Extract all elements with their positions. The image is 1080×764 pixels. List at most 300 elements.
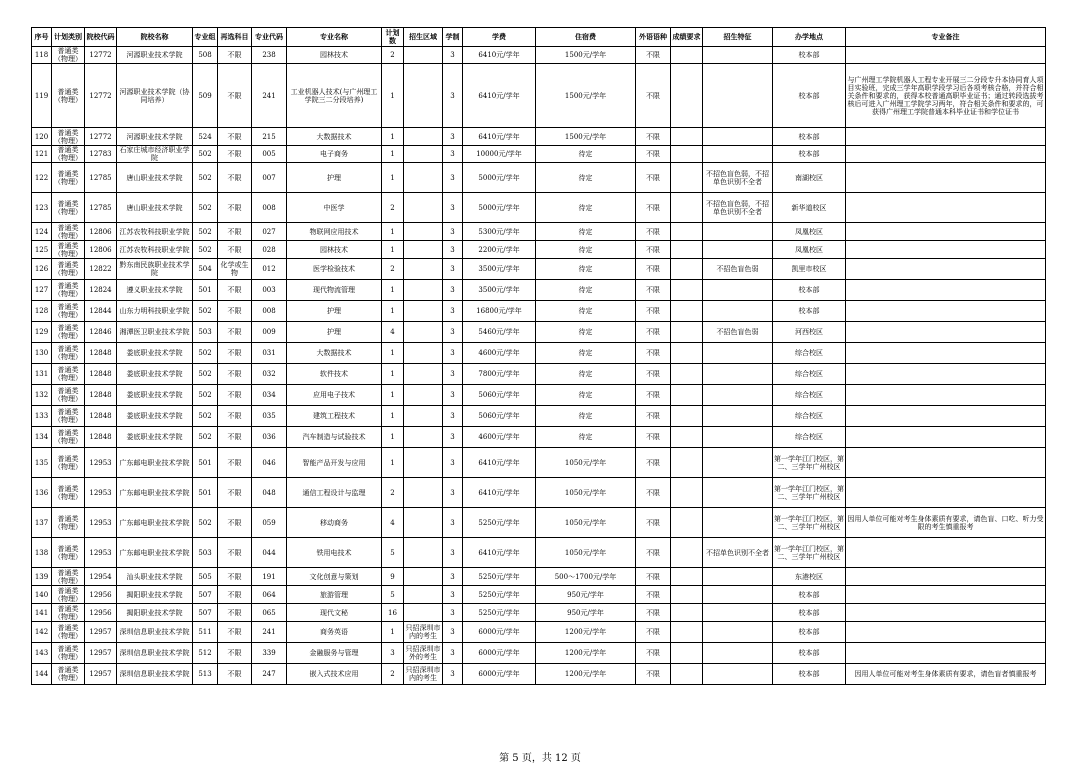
table-cell: 不招色盲色弱，不招单色识别不全者 bbox=[703, 193, 773, 223]
table-cell: 不限 bbox=[218, 568, 252, 586]
table-cell: 5000元/学年 bbox=[463, 163, 536, 193]
table-cell: 191 bbox=[252, 568, 287, 586]
table-cell: 不限 bbox=[218, 448, 252, 478]
table-cell: 6410元/学年 bbox=[463, 128, 536, 146]
table-cell: 因用人单位可能对考生身体素质有要求，请色盲、口吃、听力受限的考生慎重报考 bbox=[846, 508, 1046, 538]
table-cell: 待定 bbox=[536, 364, 636, 385]
table-row bbox=[32, 47, 1046, 64]
table-cell: 护理 bbox=[287, 322, 382, 343]
table-cell: 119 bbox=[32, 64, 52, 128]
table-cell bbox=[671, 343, 703, 364]
table-row bbox=[32, 322, 1046, 343]
table-cell: 普通类（物理） bbox=[52, 385, 85, 406]
table-cell: 建筑工程技术 bbox=[287, 406, 382, 427]
table-cell: 3 bbox=[443, 364, 463, 385]
table-cell: 普通类（物理） bbox=[52, 538, 85, 568]
table-cell: 唐山职业技术学院 bbox=[117, 163, 193, 193]
table-cell: 不限 bbox=[218, 301, 252, 322]
table-cell bbox=[671, 322, 703, 343]
table-cell: 215 bbox=[252, 128, 287, 146]
table-cell: 不限 bbox=[218, 427, 252, 448]
table-cell: 3 bbox=[443, 568, 463, 586]
page-footer: 第 5 页，共 12 页 bbox=[499, 753, 581, 764]
table-cell bbox=[404, 364, 443, 385]
table-cell: 003 bbox=[252, 280, 287, 301]
column-header: 住宿费 bbox=[536, 28, 636, 47]
table-cell: 3 bbox=[443, 622, 463, 643]
table-cell: 校本部 bbox=[773, 643, 846, 664]
table-cell bbox=[846, 241, 1046, 259]
table-cell bbox=[671, 223, 703, 241]
table-cell bbox=[404, 259, 443, 280]
table-cell: 嵌入式技术应用 bbox=[287, 664, 382, 685]
table-cell: 508 bbox=[193, 47, 218, 64]
table-cell: 134 bbox=[32, 427, 52, 448]
table-cell bbox=[671, 146, 703, 163]
table-cell: 待定 bbox=[536, 322, 636, 343]
table-cell bbox=[671, 385, 703, 406]
table-cell: 东港校区 bbox=[773, 568, 846, 586]
table-cell: 3 bbox=[443, 478, 463, 508]
table-cell bbox=[703, 343, 773, 364]
table-cell: 与广州理工学院机器人工程专业开展三二分段专升本协同育人项目实验班，完成三学年高职学段学习后各项考核合格，并符合相关条件和要求的，获得本校普通高职毕业证书；通过转段选拔考核后可进入广州理工学院学习两年，符合相关条件和要求的，可获得广州理工学院普通本科毕业证书和学位证书 bbox=[846, 64, 1046, 128]
table-cell: 不限 bbox=[218, 406, 252, 427]
table-cell: 第一学年江门校区，第二、三学年广州校区 bbox=[773, 448, 846, 478]
table-cell: 普通类（物理） bbox=[52, 301, 85, 322]
table-cell: 待定 bbox=[536, 280, 636, 301]
table-cell: 江苏农牧科技职业学院 bbox=[117, 223, 193, 241]
table-cell: 130 bbox=[32, 343, 52, 364]
table-cell: 509 bbox=[193, 64, 218, 128]
table-cell: 深圳信息职业技术学院 bbox=[117, 622, 193, 643]
table-cell: 湘潭医卫职业技术学院 bbox=[117, 322, 193, 343]
table-cell: 136 bbox=[32, 478, 52, 508]
table-cell: 12783 bbox=[85, 146, 117, 163]
table-cell: 凯里市校区 bbox=[773, 259, 846, 280]
table-cell: 普通类（物理） bbox=[52, 128, 85, 146]
table-cell: 揭阳职业技术学院 bbox=[117, 586, 193, 604]
table-cell: 不限 bbox=[218, 664, 252, 685]
table-cell: 1050元/学年 bbox=[536, 478, 636, 508]
table-cell: 032 bbox=[252, 364, 287, 385]
table-cell: 3 bbox=[443, 280, 463, 301]
table-cell: 普通类（物理） bbox=[52, 664, 85, 685]
table-cell bbox=[703, 364, 773, 385]
table-cell: 238 bbox=[252, 47, 287, 64]
table-cell: 不限 bbox=[218, 163, 252, 193]
table-cell bbox=[404, 280, 443, 301]
table-cell: 深圳信息职业技术学院 bbox=[117, 664, 193, 685]
table-cell: 现代文秘 bbox=[287, 604, 382, 622]
column-header: 院校代码 bbox=[85, 28, 117, 47]
table-cell: 3 bbox=[443, 643, 463, 664]
table-cell: 16800元/学年 bbox=[463, 301, 536, 322]
table-cell bbox=[671, 64, 703, 128]
column-header: 计划数 bbox=[382, 28, 404, 47]
table-cell: 园林技术 bbox=[287, 47, 382, 64]
table-cell: 3 bbox=[443, 163, 463, 193]
table-cell: 铁用电技术 bbox=[287, 538, 382, 568]
table-cell: 502 bbox=[193, 146, 218, 163]
table-cell: 524 bbox=[193, 128, 218, 146]
table-cell: 1200元/学年 bbox=[536, 622, 636, 643]
table-cell: 12953 bbox=[85, 508, 117, 538]
table-cell: 502 bbox=[193, 241, 218, 259]
table-cell: 1200元/学年 bbox=[536, 664, 636, 685]
table-row bbox=[32, 568, 1046, 586]
table-cell: 12846 bbox=[85, 322, 117, 343]
table-cell bbox=[703, 568, 773, 586]
table-cell: 1 bbox=[382, 163, 404, 193]
table-cell: 普通类（物理） bbox=[52, 568, 85, 586]
table-cell: 5250元/学年 bbox=[463, 508, 536, 538]
table-cell: 123 bbox=[32, 193, 52, 223]
table-cell bbox=[703, 128, 773, 146]
table-cell: 综合校区 bbox=[773, 385, 846, 406]
table-cell: 036 bbox=[252, 427, 287, 448]
table-cell bbox=[404, 343, 443, 364]
table-cell bbox=[671, 280, 703, 301]
table-row bbox=[32, 301, 1046, 322]
table-cell: 待定 bbox=[536, 427, 636, 448]
table-cell: 044 bbox=[252, 538, 287, 568]
table-cell: 校本部 bbox=[773, 128, 846, 146]
table-cell: 031 bbox=[252, 343, 287, 364]
table-cell bbox=[703, 508, 773, 538]
table-cell: 6410元/学年 bbox=[463, 47, 536, 64]
table-cell bbox=[846, 47, 1046, 64]
table-cell: 1 bbox=[382, 64, 404, 128]
table-cell: 娄底职业技术学院 bbox=[117, 427, 193, 448]
admission-plan-table bbox=[31, 27, 1046, 685]
table-cell: 124 bbox=[32, 223, 52, 241]
table-cell bbox=[404, 538, 443, 568]
table-cell bbox=[671, 586, 703, 604]
table-cell bbox=[846, 568, 1046, 586]
table-cell: 128 bbox=[32, 301, 52, 322]
table-cell: 5460元/学年 bbox=[463, 322, 536, 343]
table-cell: 3 bbox=[443, 586, 463, 604]
table-cell: 商务英语 bbox=[287, 622, 382, 643]
table-cell: 第一学年江门校区，第二、三学年广州校区 bbox=[773, 478, 846, 508]
table-cell: 不限 bbox=[636, 64, 671, 128]
table-cell: 1050元/学年 bbox=[536, 538, 636, 568]
table-cell: 126 bbox=[32, 259, 52, 280]
table-cell: 校本部 bbox=[773, 280, 846, 301]
table-cell: 第一学年江门校区，第二、三学年广州校区 bbox=[773, 508, 846, 538]
table-cell: 广东邮电职业技术学院 bbox=[117, 478, 193, 508]
table-cell bbox=[671, 241, 703, 259]
table-cell bbox=[671, 643, 703, 664]
table-cell: 不限 bbox=[218, 385, 252, 406]
table-cell: 12822 bbox=[85, 259, 117, 280]
table-row bbox=[32, 241, 1046, 259]
table-cell: 141 bbox=[32, 604, 52, 622]
table-cell: 普通类（物理） bbox=[52, 259, 85, 280]
table-cell bbox=[846, 301, 1046, 322]
table-cell: 不限 bbox=[636, 586, 671, 604]
table-cell: 1 bbox=[382, 406, 404, 427]
table-cell: 汕头职业技术学院 bbox=[117, 568, 193, 586]
table-cell: 5 bbox=[382, 586, 404, 604]
table-cell: 不限 bbox=[218, 128, 252, 146]
table-row bbox=[32, 508, 1046, 538]
table-cell: 034 bbox=[252, 385, 287, 406]
table-cell: 118 bbox=[32, 47, 52, 64]
table-cell: 12824 bbox=[85, 280, 117, 301]
table-cell bbox=[671, 604, 703, 622]
table-cell: 065 bbox=[252, 604, 287, 622]
table-cell: 不限 bbox=[636, 604, 671, 622]
table-cell bbox=[671, 568, 703, 586]
table-cell bbox=[703, 478, 773, 508]
table-cell: 502 bbox=[193, 508, 218, 538]
table-cell: 通信工程设计与监理 bbox=[287, 478, 382, 508]
table-cell bbox=[703, 622, 773, 643]
table-cell: 12954 bbox=[85, 568, 117, 586]
table-cell: 121 bbox=[32, 146, 52, 163]
table-cell: 241 bbox=[252, 622, 287, 643]
table-cell: 娄底职业技术学院 bbox=[117, 343, 193, 364]
table-cell: 不限 bbox=[636, 223, 671, 241]
table-cell: 校本部 bbox=[773, 301, 846, 322]
table-cell bbox=[846, 406, 1046, 427]
table-cell bbox=[404, 568, 443, 586]
table-cell: 普通类（物理） bbox=[52, 280, 85, 301]
table-cell bbox=[846, 146, 1046, 163]
table-cell: 3 bbox=[443, 64, 463, 128]
table-cell: 普通类（物理） bbox=[52, 427, 85, 448]
table-cell: 132 bbox=[32, 385, 52, 406]
table-row bbox=[32, 385, 1046, 406]
table-cell: 502 bbox=[193, 223, 218, 241]
table-cell: 502 bbox=[193, 163, 218, 193]
table-cell bbox=[846, 478, 1046, 508]
table-cell: 012 bbox=[252, 259, 287, 280]
table-cell: 6000元/学年 bbox=[463, 643, 536, 664]
table-cell: 1 bbox=[382, 343, 404, 364]
table-cell: 1 bbox=[382, 427, 404, 448]
table-cell bbox=[404, 604, 443, 622]
table-cell: 502 bbox=[193, 193, 218, 223]
table-cell: 008 bbox=[252, 193, 287, 223]
table-cell bbox=[671, 664, 703, 685]
table-cell: 505 bbox=[193, 568, 218, 586]
table-cell: 综合校区 bbox=[773, 406, 846, 427]
table-cell bbox=[703, 586, 773, 604]
table-cell: 2 bbox=[382, 193, 404, 223]
table-cell bbox=[671, 478, 703, 508]
table-row bbox=[32, 604, 1046, 622]
table-cell: 1 bbox=[382, 448, 404, 478]
table-cell: 007 bbox=[252, 163, 287, 193]
table-cell: 12848 bbox=[85, 385, 117, 406]
table-cell: 现代物流管理 bbox=[287, 280, 382, 301]
table-cell: 只招深圳市内的考生 bbox=[404, 622, 443, 643]
table-cell: 12772 bbox=[85, 64, 117, 128]
table-cell: 1 bbox=[382, 146, 404, 163]
table-row bbox=[32, 364, 1046, 385]
table-cell: 7800元/学年 bbox=[463, 364, 536, 385]
table-cell: 普通类（物理） bbox=[52, 223, 85, 241]
table-cell: 物联网应用技术 bbox=[287, 223, 382, 241]
table-cell bbox=[404, 301, 443, 322]
table-cell: 501 bbox=[193, 448, 218, 478]
table-cell: 502 bbox=[193, 343, 218, 364]
table-cell bbox=[846, 128, 1046, 146]
table-cell: 不限 bbox=[636, 259, 671, 280]
table-cell: 不限 bbox=[218, 643, 252, 664]
table-cell: 不限 bbox=[636, 322, 671, 343]
table-cell: 501 bbox=[193, 280, 218, 301]
column-header: 专业组 bbox=[193, 28, 218, 47]
table-cell: 6410元/学年 bbox=[463, 64, 536, 128]
table-cell: 不限 bbox=[636, 364, 671, 385]
table-cell: 不限 bbox=[218, 322, 252, 343]
table-cell: 不限 bbox=[218, 586, 252, 604]
table-cell: 广东邮电职业技术学院 bbox=[117, 508, 193, 538]
table-cell: 137 bbox=[32, 508, 52, 538]
table-cell: 12953 bbox=[85, 448, 117, 478]
table-cell: 待定 bbox=[536, 146, 636, 163]
table-cell bbox=[703, 47, 773, 64]
table-cell: 120 bbox=[32, 128, 52, 146]
column-header: 招生区域 bbox=[404, 28, 443, 47]
table-cell bbox=[846, 448, 1046, 478]
table-cell: 广东邮电职业技术学院 bbox=[117, 538, 193, 568]
table-row bbox=[32, 163, 1046, 193]
table-cell bbox=[404, 223, 443, 241]
table-cell: 513 bbox=[193, 664, 218, 685]
table-cell: 不限 bbox=[636, 280, 671, 301]
table-cell: 不限 bbox=[636, 385, 671, 406]
table-cell: 950元/学年 bbox=[536, 586, 636, 604]
table-cell: 普通类（物理） bbox=[52, 604, 85, 622]
table-cell: 待定 bbox=[536, 301, 636, 322]
table-cell: 不限 bbox=[636, 47, 671, 64]
table-cell: 1050元/学年 bbox=[536, 508, 636, 538]
table-cell: 河源职业技术学院 bbox=[117, 47, 193, 64]
table-cell: 不限 bbox=[218, 280, 252, 301]
table-cell: 不限 bbox=[218, 343, 252, 364]
table-cell bbox=[404, 163, 443, 193]
table-cell bbox=[404, 427, 443, 448]
table-cell: 校本部 bbox=[773, 604, 846, 622]
table-cell: 不限 bbox=[636, 622, 671, 643]
table-cell: 3 bbox=[443, 508, 463, 538]
table-cell bbox=[404, 64, 443, 128]
table-cell: 16 bbox=[382, 604, 404, 622]
table-row bbox=[32, 643, 1046, 664]
table-cell bbox=[404, 322, 443, 343]
table-cell bbox=[703, 604, 773, 622]
table-cell bbox=[671, 508, 703, 538]
table-cell bbox=[846, 280, 1046, 301]
table-cell bbox=[846, 343, 1046, 364]
table-cell: 待定 bbox=[536, 163, 636, 193]
table-cell: 3 bbox=[443, 538, 463, 568]
table-cell: 不限 bbox=[218, 478, 252, 508]
table-cell: 凤凰校区 bbox=[773, 223, 846, 241]
table-cell: 5000元/学年 bbox=[463, 193, 536, 223]
table-cell: 502 bbox=[193, 364, 218, 385]
table-cell: 2 bbox=[382, 478, 404, 508]
table-cell: 不限 bbox=[218, 364, 252, 385]
table-cell: 005 bbox=[252, 146, 287, 163]
table-cell bbox=[671, 406, 703, 427]
table-cell: 5250元/学年 bbox=[463, 568, 536, 586]
table-cell: 4600元/学年 bbox=[463, 427, 536, 448]
column-header: 学费 bbox=[463, 28, 536, 47]
column-header: 专业代码 bbox=[252, 28, 287, 47]
column-header: 成绩要求 bbox=[671, 28, 703, 47]
table-cell: 不限 bbox=[218, 223, 252, 241]
table-cell: 2 bbox=[382, 259, 404, 280]
table-cell: 503 bbox=[193, 322, 218, 343]
table-cell bbox=[846, 385, 1046, 406]
table-cell: 不招色盲色弱，不招单色识别不全者 bbox=[703, 163, 773, 193]
table-cell bbox=[404, 128, 443, 146]
column-header: 序号 bbox=[32, 28, 52, 47]
table-cell: 3 bbox=[443, 241, 463, 259]
table-cell bbox=[404, 47, 443, 64]
table-cell: 5250元/学年 bbox=[463, 586, 536, 604]
table-cell: 不限 bbox=[636, 568, 671, 586]
table-cell: 3 bbox=[443, 385, 463, 406]
table-cell: 遵义职业技术学院 bbox=[117, 280, 193, 301]
table-cell: 3500元/学年 bbox=[463, 259, 536, 280]
table-cell bbox=[846, 364, 1046, 385]
table-cell: 不限 bbox=[218, 604, 252, 622]
table-cell: 502 bbox=[193, 301, 218, 322]
table-cell: 028 bbox=[252, 241, 287, 259]
table-cell bbox=[404, 406, 443, 427]
table-body bbox=[32, 47, 1046, 685]
table-cell bbox=[703, 643, 773, 664]
table-cell: 3 bbox=[443, 259, 463, 280]
table-cell: 12848 bbox=[85, 343, 117, 364]
table-cell: 不限 bbox=[218, 622, 252, 643]
table-cell: 4 bbox=[382, 508, 404, 538]
table-cell bbox=[671, 538, 703, 568]
table-cell: 校本部 bbox=[773, 47, 846, 64]
table-cell: 12956 bbox=[85, 604, 117, 622]
table-cell: 1 bbox=[382, 385, 404, 406]
table-cell: 129 bbox=[32, 322, 52, 343]
table-cell: 凤凰校区 bbox=[773, 241, 846, 259]
table-cell: 普通类（物理） bbox=[52, 47, 85, 64]
table-cell bbox=[846, 322, 1046, 343]
table-cell: 普通类（物理） bbox=[52, 241, 85, 259]
table-cell: 普通类（物理） bbox=[52, 146, 85, 163]
table-row bbox=[32, 343, 1046, 364]
table-cell: 第一学年江门校区，第二、三学年广州校区 bbox=[773, 538, 846, 568]
table-cell: 4 bbox=[382, 322, 404, 343]
table-cell: 048 bbox=[252, 478, 287, 508]
table-cell: 138 bbox=[32, 538, 52, 568]
table-cell: 普通类（物理） bbox=[52, 478, 85, 508]
table-cell: 241 bbox=[252, 64, 287, 128]
table-cell: 不招色盲色弱 bbox=[703, 322, 773, 343]
column-header: 学制 bbox=[443, 28, 463, 47]
table-cell: 3 bbox=[443, 301, 463, 322]
table-cell: 10000元/学年 bbox=[463, 146, 536, 163]
table-cell: 娄底职业技术学院 bbox=[117, 406, 193, 427]
table-cell: 12957 bbox=[85, 622, 117, 643]
table-cell: 1 bbox=[382, 128, 404, 146]
table-cell: 不限 bbox=[218, 47, 252, 64]
table-cell: 3 bbox=[443, 193, 463, 223]
